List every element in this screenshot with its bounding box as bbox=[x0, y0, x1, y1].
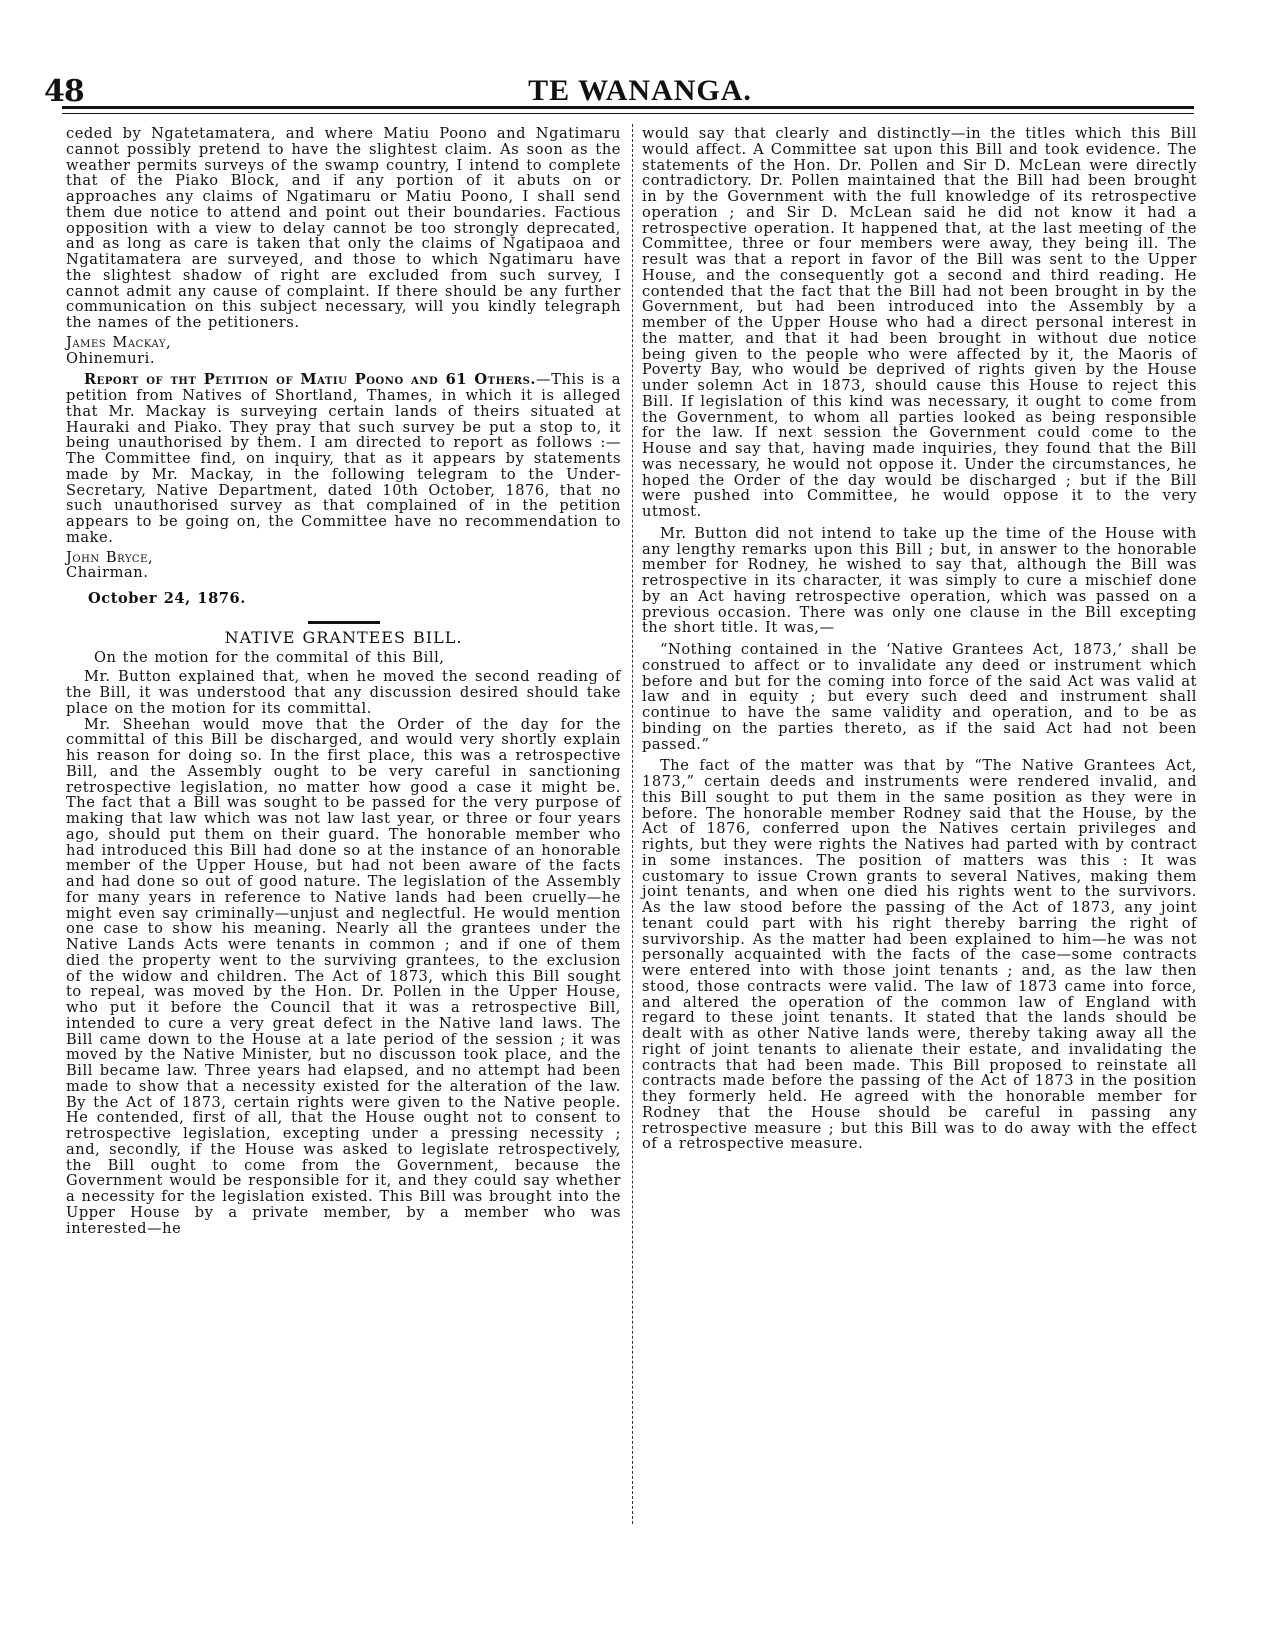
page-number: 48 bbox=[44, 74, 84, 109]
report-signature: John Bryce, bbox=[66, 548, 154, 566]
speech-paragraph: Mr. Button did not intend to take up the time of the House with any lengthy remarks upon this Bill ; but, in answer to the honorable member for Rodney, he wished to say that, although the Bill was retrospective in its character, it was simply to cure a mischief done by an Act having retrospective operation, which was passed on a previous occasion. There was only one clause in the Bill excepting the short title. It was,— bbox=[642, 524, 1197, 637]
speech-paragraph: Mr. Sheehan would move that the Order of the day for the committal of this Bill be discharged, and would very shortly explain his reason for doing so. In the first place, this was a retrospective Bill, and the Assembly ought to be very careful in sanctioning retrospective legislation, no matter how good a case it might be. The fact that a Bill was sought to be passed for the very purpose of making that law which was not law last year, or three or four years ago, should put them on their guard. The honorable member who had introduced this Bill had done so at the instance of an honorable member of the Upper House, but had not been aware of the facts and had done so out of good nature. The legislation of the Assembly for many years in reference to Native lands had been cruelly—he might even say criminally—unjust and neglectful. He would mention one case to show his meaning. Nearly all the grantees under the Native Lands Acts were tenants in common ; and if one of them died the property went to the surviving grantees, to the exclusion of the widow and children. The Act of 1873, which this Bill sought to repeal, was moved by the Hon. Dr. Pollen in the Upper House, who put it before the Council that it was a retrospective Bill, intended to cure a very great defect in the Native land laws. The Bill came down to the House at a late period of the session ; it was moved by the Native Minister, but no discusson took place, and the Bill became law. Three years had elapsed, and no attempt had been made to show that a necessity existed for the alteration of the law. By the Act of 1873, certain rights were given to the Native people. He contended, first of all, that the House ought not to consent to retrospective legislation, excepting under a pressing necessity ; and, secondly, if the House was asked to legislate retrospectively, the Bill ought to come from the Government, because the Government would be responsible for it, and they could say whether a necessity for the legislation existed. This Bill was brought into the Upper House by a private member, by a member who was interested—he bbox=[66, 715, 621, 1237]
header-rule-thin bbox=[62, 113, 1194, 114]
report-signature-title: Chairman. bbox=[66, 564, 149, 582]
speech-paragraph: would say that clearly and distinctly—in the titles which this Bill would affect. A Committee sat upon this Bill and took evidence. The statements of the Hon. Dr. Pollen and Sir D. McLean were directly contradictory. Dr. Pollen maintained that the Bill had been brought in by the Government with the full knowledge of its retrospective operation ; and Sir D. McLean said he did not know it had a retrospective operation. It happened that, at the last meeting of the Committee, three or four members were away, they being ill. The result was that a report in favor of the Bill was sent to the Upper House, and the consequently got a second and third reading. He contended that the fact that the Bill had not been brought in by the Government, but had been introduced into the Assembly by a member of the Upper House who had a direct personal interest in the matter, and that it had been brought in without due notice being given to the people who were affected by it, the Maoris of Poverty Bay, who would be deprived of rights given by the House under solemn Act in 1873, should cause this House to reject this Bill. If legislation of this kind was necessary, it ought to come from the Government, to whom all parties looked as being responsible for the law. If next session the Government could come to the House and say that, having made inquiries, they found that the Bill was necessary, he would not oppose it. Under the circumstances, he hoped the Order of the day would be discharged ; but if the Bill were pushed into Committee, he would oppose it to the very utmost. bbox=[642, 125, 1197, 520]
quoted-clause: “Nothing contained in the ‘Native Grantees Act, 1873,’ shall be construed to affect or to invalidate any deed or instrument which before and but for the coming into force of the said Act was valid at law and in equity ; but every such deed and instrument shall continue to have the same validity and operation, and to be as binding on the parties thereto, as if the said Act had not been passed.” bbox=[642, 641, 1197, 753]
speech-paragraph: The fact of the matter was that by “The Native Grantees Act, 1873,” certain deeds and instruments were rendered invalid, and this Bill sought to put them in the same position as they were in before. The honorable member Rodney said that the House, by the Act of 1876, conferred upon the Natives certain privileges and rights, but they were rights the Natives had parted with by contract in some instances. The position of matters was this : It was customary to issue Crown grants to several Natives, making them joint tenants, and when one died his rights went to the survivors. As the law stood before the passing of the Act of 1873, any joint tenant could part with his right thereby barring the right of survivorship. As the matter had been explained to him—he was not personally acquainted with the facts of the case—some contracts were entered into with those joint tenants ; and, as the law then stood, those contracts were valid. The law of 1873 came into force, and altered the operation of the common law of England with regard to these joint tenants. It stated that the lands should be dealt with as other Native lands were, thereby taking away all the right of joint tenants to alienate their estate, and invalidating the contracts that had been made. This Bill proposed to reinstate all contracts made before the passing of the Act of 1873 in the position they formerly held. He agreed with the honorable member for Rodney that the House should be careful in passing any retrospective measure ; but this Bill was to do away with the effect of a retrospective measure. bbox=[642, 757, 1197, 1153]
speech-paragraph: Mr. Button explained that, when he moved the second reading of the Bill, it was understood that any discussion desired should take place on the motion for its committal. bbox=[66, 668, 621, 717]
report-date: October 24, 1876. bbox=[88, 590, 246, 607]
petition-report bbox=[66, 372, 621, 545]
right-column bbox=[642, 126, 1197, 1152]
newspaper-title: TE WANANGA. bbox=[528, 74, 752, 107]
section-subheading: On the motion for the commital of this Bill, bbox=[94, 648, 445, 666]
left-column bbox=[66, 126, 621, 1236]
letter-signature: James Mackay, bbox=[66, 333, 172, 351]
letter-text: ceded by Ngatetamatera, and where Matiu Poono and Ngatimaru cannot possibly pretend to have the slightest claim. As soon as the weather permits surveys of the swamp country, I intend to complete that of the Piako Block, and if any portion of it abuts on or approaches any claims of Ngatimaru or Matiu Poono, I shall send them due notice to attend and point out their boundaries. Factious opposition with a view to delay cannot be too strongly deprecated, and as long as care is taken that only the claims of Ngatipaoa and Ngatitamatera are surveyed, and those to which Ngatimaru have the slightest shadow of right are excluded from such survey, I cannot admit any cause of complaint. If there should be any further communication on this subject necessary, will you kindly telegraph the names of the petitioners. bbox=[66, 125, 621, 331]
letter-place: Ohinemuri. bbox=[66, 349, 156, 367]
report-title: Report of tht Petition of Matiu Poono and 61 Others. bbox=[84, 371, 537, 389]
report-body: —This is a petition from Natives of Shortland, Thames, in which it is alleged that Mr. Mackay is surveying certain lands of theirs situated at Hauraki and Piako. They pray that such survey be put a stop to, it being unauthorised by them. I am directed to report as follows :—The Committee find, on inquiry, that as it appears by statements made by Mr. Mackay, in the following telegram to the Under-Secretary, Native Department, dated 10th October, 1876, that no such unauthorised survey as that complained of in the petition appears to be going on, the Committee have no recommendation to make. bbox=[66, 371, 621, 546]
section-heading: NATIVE GRANTEES BILL. bbox=[224, 627, 463, 647]
column-divider bbox=[632, 124, 633, 1524]
section-rule bbox=[308, 621, 380, 624]
header-rule-thick bbox=[62, 106, 1194, 109]
